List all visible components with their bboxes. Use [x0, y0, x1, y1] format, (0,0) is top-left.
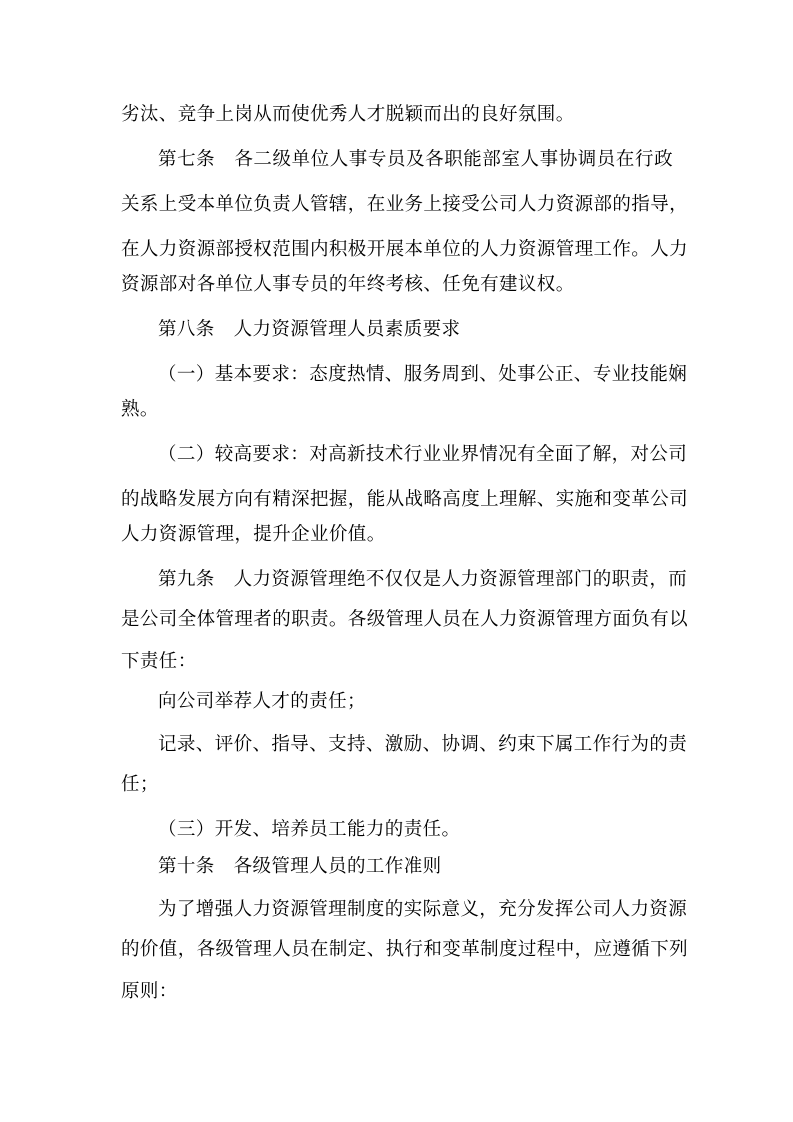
text-line: 熟。: [121, 399, 159, 420]
text-line: 第八条 人力资源管理人员素质要求: [158, 319, 461, 340]
text-line: 第十条 各级管理人员的工作准则: [158, 856, 442, 877]
text-line: 为了增强人力资源管理制度的实际意义，充分发挥公司人力资源: [158, 899, 688, 920]
text-line: 劣汰、竞争上岗从而使优秀人才脱颖而出的良好氛围。: [121, 104, 575, 125]
text-line: （二）较高要求：对高新技术行业业界情况有全面了解，对公司: [158, 444, 688, 465]
text-line: 在人力资源部授权范围内积极开展本单位的人力资源管理工作。人力: [121, 239, 689, 260]
text-line: 原则：: [121, 981, 178, 1002]
text-line: （一）基本要求：态度热情、服务周到、处事公正、专业技能娴: [158, 364, 688, 385]
text-line: 是公司全体管理者的职责。各级管理人员在人力资源管理方面负有以: [121, 609, 689, 630]
text-line: 的战略发展方向有精深把握，能从战略高度上理解、实施和变革公司: [121, 489, 689, 510]
text-line: 记录、评价、指导、支持、激励、协调、约束下属工作行为的责: [158, 734, 688, 755]
text-line: 向公司举荐人才的责任；: [158, 691, 366, 712]
text-line: 人力资源管理，提升企业价值。: [121, 524, 386, 545]
text-line: 第七条 各二级单位人事专员及各职能部室人事协调员在行政: [158, 149, 673, 170]
text-line: 第九条 人力资源管理绝不仅仅是人力资源管理部门的职责，而: [158, 569, 688, 590]
text-line: 资源部对各单位人事专员的年终考核、任免有建议权。: [121, 274, 575, 295]
text-line: （三）开发、培养员工能力的责任。: [158, 819, 461, 840]
text-line: 关系上受本单位负责人管辖，在业务上接受公司人力资源部的指导，: [121, 194, 689, 215]
text-line: 下责任：: [121, 651, 197, 672]
text-line: 任；: [121, 774, 159, 795]
text-line: 的价值，各级管理人员在制定、执行和变革制度过程中，应遵循下列: [121, 939, 689, 960]
